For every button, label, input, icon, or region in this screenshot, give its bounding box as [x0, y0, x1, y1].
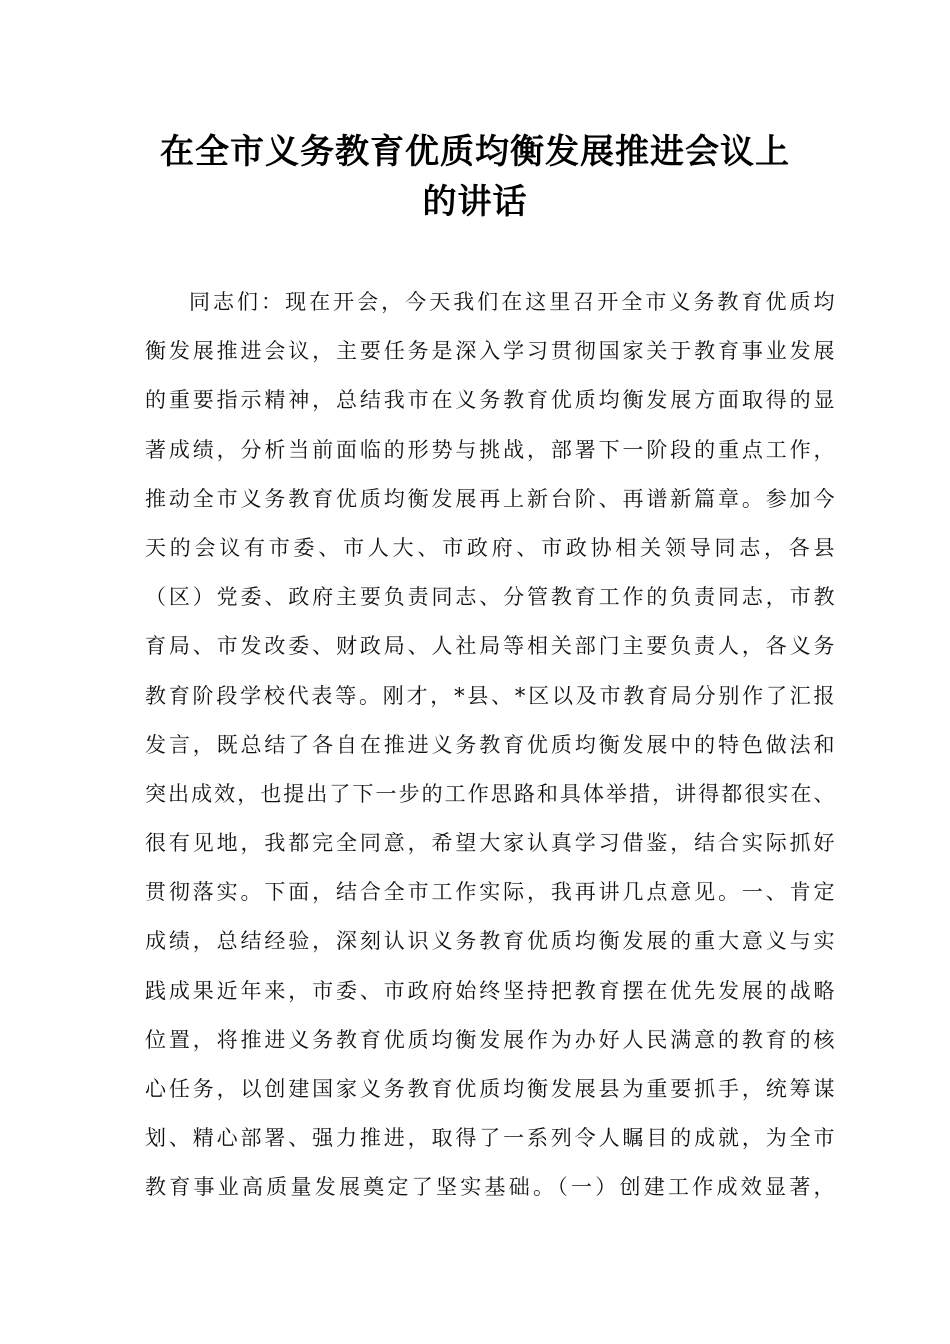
body-line-17: 心任务，以创建国家义务教育优质均衡发展县为重要抓手，统筹谋 [145, 1077, 835, 1101]
body-line-13: 贯彻落实。下面，结合全市工作实际，我再讲几点意见。一、肯定 [145, 880, 835, 905]
body-line-16: 位置，将推进义务教育优质均衡发展作为办好人民满意的教育的核 [145, 1027, 835, 1052]
body-line-1: 同志们：现在开会，今天我们在这里召开全市义务教育优质均 [189, 290, 835, 314]
body-line-11: 突出成效，也提出了下一步的工作思路和具体举措，讲得都很实在、 [145, 781, 835, 806]
document-title [120, 127, 830, 227]
body-line-5: 推动全市义务教育优质均衡发展再上新台阶、再谱新篇章。参加今 [145, 486, 835, 511]
title-line-2: 的讲话 [422, 182, 528, 222]
body-line-8: 育局、市发改委、财政局、人社局等相关部门主要负责人，各义务 [145, 634, 835, 659]
title-line-1: 在全市义务教育优质均衡发展推进会议上 [160, 132, 790, 172]
body-line-14: 成绩，总结经验，深刻认识义务教育优质均衡发展的重大意义与实 [145, 929, 835, 954]
body-line-19: 教育事业高质量发展奠定了坚实基础。（一）创建工作成效显著， [145, 1175, 835, 1200]
body-line-12: 很有见地，我都完全同意，希望大家认真学习借鉴，结合实际抓好 [145, 831, 835, 856]
body-line-3: 的重要指示精神，总结我市在义务教育优质均衡发展方面取得的显 [145, 388, 835, 413]
body-line-7: （区）党委、政府主要负责同志、分管教育工作的负责同志，市教 [145, 585, 835, 610]
body-line-9: 教育阶段学校代表等。刚才，*县、*区以及市教育局分别作了汇报 [145, 683, 835, 708]
body-line-2: 衡发展推进会议，主要任务是深入学习贯彻国家关于教育事业发展 [145, 339, 835, 364]
body-line-10: 发言，既总结了各自在推进义务教育优质均衡发展中的特色做法和 [145, 732, 835, 757]
document-body [145, 278, 835, 1213]
body-line-18: 划、精心部署、强力推进，取得了一系列令人瞩目的成就，为全市 [145, 1126, 835, 1151]
body-line-6: 天的会议有市委、市人大、市政府、市政协相关领导同志，各县 [145, 535, 835, 560]
body-line-4: 著成绩，分析当前面临的形势与挑战，部署下一阶段的重点工作， [145, 437, 835, 462]
body-line-15: 践成果近年来，市委、市政府始终坚持把教育摆在优先发展的战略 [145, 978, 835, 1003]
